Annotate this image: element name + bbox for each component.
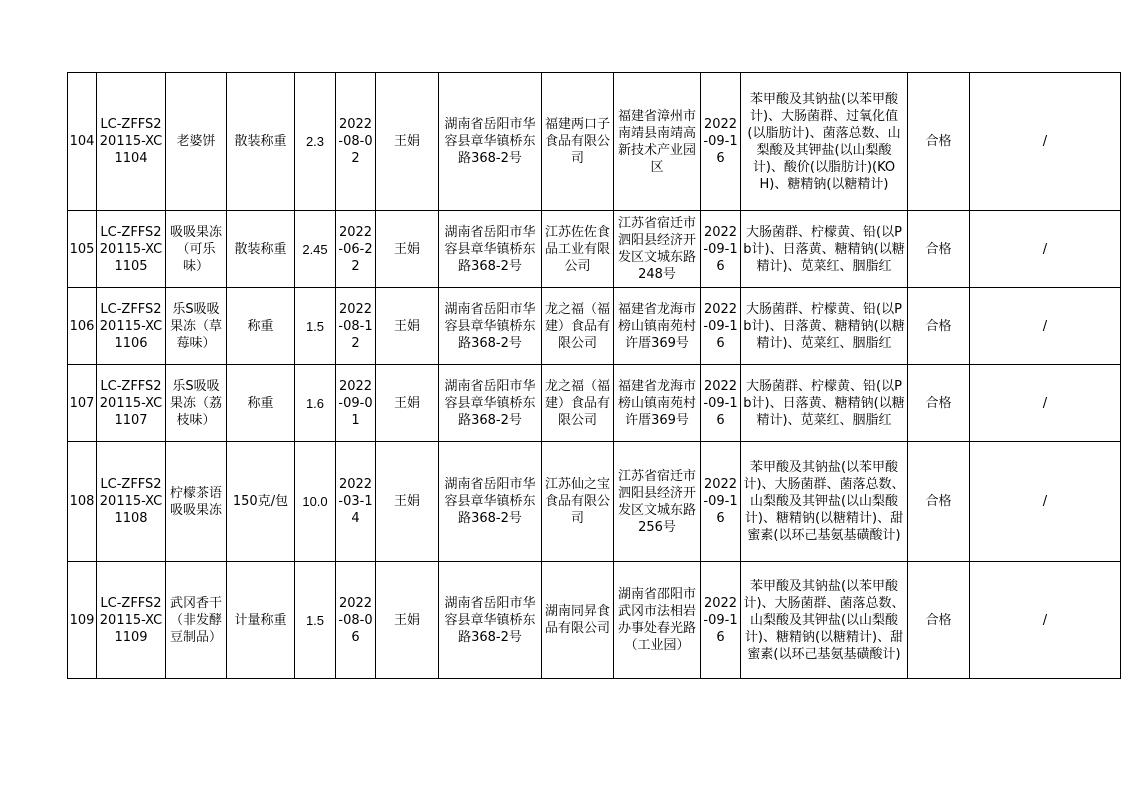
- sample-code-cell: LC-ZFFS220115-XC1108: [97, 442, 166, 562]
- remark-cell: /: [970, 365, 1121, 442]
- quantity-cell: 1.6: [295, 365, 336, 442]
- test-items-cell: 苯甲酸及其钠盐(以苯甲酸计)、大肠菌群、菌落总数、山梨酸及其钾盐(以山梨酸计)、糖精钠(以糖精计)、甜蜜素(以环己基氨基磺酸计): [741, 562, 908, 679]
- production-date-cell: 2022-08-02: [336, 73, 376, 211]
- result-cell: 合格: [908, 73, 970, 211]
- sampling-address-cell: 湖南省岳阳市华容县章华镇桥东路368-2号: [439, 73, 542, 211]
- sampler-cell: 王娟: [376, 211, 439, 288]
- table-row: [68, 211, 1121, 288]
- product-name-cell: 武冈香干（非发酵豆制品）: [166, 562, 227, 679]
- row-number-cell: 107: [68, 365, 97, 442]
- remark-cell: /: [970, 288, 1121, 365]
- sample-code-cell: LC-ZFFS220115-XC1107: [97, 365, 166, 442]
- remark-cell: /: [970, 562, 1121, 679]
- result-cell: 合格: [908, 288, 970, 365]
- sampling-address-cell: 湖南省岳阳市华容县章华镇桥东路368-2号: [439, 365, 542, 442]
- sampling-address-cell: 湖南省岳阳市华容县章华镇桥东路368-2号: [439, 288, 542, 365]
- row-number-cell: 108: [68, 442, 97, 562]
- producer-cell: 福建两口子食品有限公司: [542, 73, 614, 211]
- production-date-cell: 2022-08-12: [336, 288, 376, 365]
- quantity-cell: 1.5: [295, 288, 336, 365]
- row-number-cell: 109: [68, 562, 97, 679]
- sample-code-cell: LC-ZFFS220115-XC1109: [97, 562, 166, 679]
- producer-cell: 龙之福（福建）食品有限公司: [542, 365, 614, 442]
- test-items-cell: 大肠菌群、柠檬黄、铅(以Pb计)、日落黄、糖精钠(以糖精计)、苋菜红、胭脂红: [741, 365, 908, 442]
- sampler-cell: 王娟: [376, 365, 439, 442]
- table-row: [68, 365, 1121, 442]
- sampler-cell: 王娟: [376, 442, 439, 562]
- test-date-cell: 2022-09-16: [701, 562, 741, 679]
- spec-cell: 计量称重: [227, 562, 295, 679]
- remark-cell: /: [970, 442, 1121, 562]
- result-cell: 合格: [908, 211, 970, 288]
- table-row: [68, 442, 1121, 562]
- result-cell: 合格: [908, 562, 970, 679]
- production-date-cell: 2022-03-14: [336, 442, 376, 562]
- quantity-cell: 2.3: [295, 73, 336, 211]
- spec-cell: 散装称重: [227, 73, 295, 211]
- producer-address-cell: 江苏省宿迁市泗阳县经济开发区文城东路248号: [614, 211, 701, 288]
- spec-cell: 称重: [227, 288, 295, 365]
- sampler-cell: 王娟: [376, 73, 439, 211]
- test-date-cell: 2022-09-16: [701, 365, 741, 442]
- row-number-cell: 104: [68, 73, 97, 211]
- test-items-cell: 大肠菌群、柠檬黄、铅(以Pb计)、日落黄、糖精钠(以糖精计)、苋菜红、胭脂红: [741, 288, 908, 365]
- test-items-cell: 苯甲酸及其钠盐(以苯甲酸计)、大肠菌群、过氧化值(以脂肪计)、菌落总数、山梨酸及其钾盐(以山梨酸计)、酸价(以脂肪计)(KOH)、糖精钠(以糖精计): [741, 73, 908, 211]
- test-date-cell: 2022-09-16: [701, 288, 741, 365]
- producer-cell: 龙之福（福建）食品有限公司: [542, 288, 614, 365]
- product-name-cell: 老婆饼: [166, 73, 227, 211]
- sampling-address-cell: 湖南省岳阳市华容县章华镇桥东路368-2号: [439, 562, 542, 679]
- row-number-cell: 105: [68, 211, 97, 288]
- table-body: [68, 73, 1121, 679]
- producer-address-cell: 福建省龙海市榜山镇南苑村许厝369号: [614, 365, 701, 442]
- producer-address-cell: 湖南省邵阳市武冈市法相岩办事处春光路（工业园）: [614, 562, 701, 679]
- test-date-cell: 2022-09-16: [701, 442, 741, 562]
- producer-cell: 江苏佐佐食品工业有限公司: [542, 211, 614, 288]
- test-date-cell: 2022-09-16: [701, 73, 741, 211]
- sampler-cell: 王娟: [376, 562, 439, 679]
- results-table: [67, 72, 1121, 679]
- table-row: [68, 562, 1121, 679]
- producer-address-cell: 江苏省宿迁市泗阳县经济开发区文城东路256号: [614, 442, 701, 562]
- result-cell: 合格: [908, 365, 970, 442]
- spec-cell: 称重: [227, 365, 295, 442]
- producer-address-cell: 福建省龙海市榜山镇南苑村许厝369号: [614, 288, 701, 365]
- production-date-cell: 2022-09-01: [336, 365, 376, 442]
- quantity-cell: 1.5: [295, 562, 336, 679]
- producer-cell: 湖南同昇食品有限公司: [542, 562, 614, 679]
- sampler-cell: 王娟: [376, 288, 439, 365]
- producer-address-cell: 福建省漳州市南靖县南靖高新技术产业园区: [614, 73, 701, 211]
- test-items-cell: 大肠菌群、柠檬黄、铅(以Pb计)、日落黄、糖精钠(以糖精计)、苋菜红、胭脂红: [741, 211, 908, 288]
- result-cell: 合格: [908, 442, 970, 562]
- product-name-cell: 乐S吸吸果冻（草莓味）: [166, 288, 227, 365]
- sampling-address-cell: 湖南省岳阳市华容县章华镇桥东路368-2号: [439, 442, 542, 562]
- spec-cell: 散装称重: [227, 211, 295, 288]
- product-name-cell: 乐S吸吸果冻（荔枝味）: [166, 365, 227, 442]
- sample-code-cell: LC-ZFFS220115-XC1105: [97, 211, 166, 288]
- product-name-cell: 吸吸果冻（可乐味）: [166, 211, 227, 288]
- row-number-cell: 106: [68, 288, 97, 365]
- quantity-cell: 10.0: [295, 442, 336, 562]
- sample-code-cell: LC-ZFFS220115-XC1104: [97, 73, 166, 211]
- production-date-cell: 2022-08-06: [336, 562, 376, 679]
- spec-cell: 150克/包: [227, 442, 295, 562]
- sample-code-cell: LC-ZFFS220115-XC1106: [97, 288, 166, 365]
- quantity-cell: 2.45: [295, 211, 336, 288]
- producer-cell: 江苏仙之宝食品有限公司: [542, 442, 614, 562]
- table-row: [68, 288, 1121, 365]
- test-date-cell: 2022-09-16: [701, 211, 741, 288]
- remark-cell: /: [970, 73, 1121, 211]
- product-name-cell: 柠檬茶语吸吸果冻: [166, 442, 227, 562]
- sampling-address-cell: 湖南省岳阳市华容县章华镇桥东路368-2号: [439, 211, 542, 288]
- test-items-cell: 苯甲酸及其钠盐(以苯甲酸计)、大肠菌群、菌落总数、山梨酸及其钾盐(以山梨酸计)、糖精钠(以糖精计)、甜蜜素(以环己基氨基磺酸计): [741, 442, 908, 562]
- production-date-cell: 2022-06-22: [336, 211, 376, 288]
- table-row: [68, 73, 1121, 211]
- remark-cell: /: [970, 211, 1121, 288]
